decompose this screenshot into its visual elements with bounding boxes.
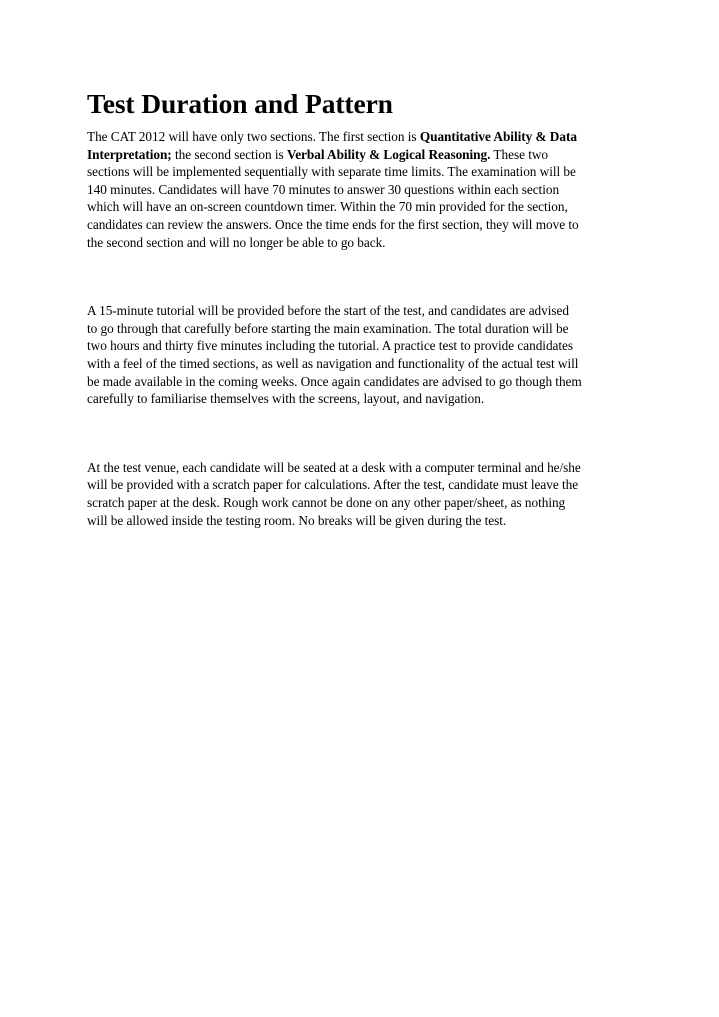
paragraph-venue xyxy=(87,459,635,529)
paragraph-line: which will have an on-screen countdown timer. Within the 70 min provided for the section, xyxy=(87,199,568,215)
section-name-quant-cont: Interpretation; xyxy=(87,146,172,162)
paragraph-line: to go through that carefully before starting the main examination. The total duration will be xyxy=(87,320,569,336)
paragraph-line: 140 minutes. Candidates will have 70 minutes to answer 30 questions within each section xyxy=(87,181,560,197)
paragraph-line: candidates can review the answers. Once the time ends for the first section, they will move to xyxy=(87,216,579,232)
section-name-verbal: Verbal Ability & Logical Reasoning. xyxy=(286,146,491,162)
document-page xyxy=(87,87,635,529)
paragraph-line xyxy=(87,128,635,146)
text-run: The CAT 2012 will have only two sections. The first section is xyxy=(87,129,420,144)
paragraph-tutorial xyxy=(87,302,635,408)
section-name-quant: Quantitative Ability & Data xyxy=(419,129,577,144)
paragraph-line xyxy=(87,146,635,164)
paragraph-line: the second section and will no longer be able to go back. xyxy=(87,234,386,250)
paragraph-line: sections will be implemented sequentially with separate time limits. The examination will be xyxy=(87,164,576,180)
text-run: These two xyxy=(490,146,548,162)
paragraph-line: be made available in the coming weeks. Once again candidates are advised to go though them xyxy=(87,373,582,389)
paragraph-line: A 15-minute tutorial will be provided before the start of the test, and candidates are advised xyxy=(87,303,569,319)
paragraph-line: with a feel of the timed sections, as well as navigation and functionality of the actual test will xyxy=(87,355,579,371)
paragraph-line: scratch paper at the desk. Rough work cannot be done on any other paper/sheet, as nothing xyxy=(87,494,566,510)
paragraph-line: carefully to familiarise themselves with the screens, layout, and navigation. xyxy=(87,391,485,407)
paragraph-line: two hours and thirty five minutes including the tutorial. A practice test to provide candidates xyxy=(87,338,574,354)
paragraph-line: will be allowed inside the testing room. No breaks will be given during the test. xyxy=(87,512,507,528)
paragraph-sections xyxy=(87,128,635,251)
paragraph-line: will be provided with a scratch paper for calculations. After the test, candidate must leave the xyxy=(87,477,579,493)
page-title: Test Duration and Pattern xyxy=(87,88,393,119)
paragraph-line: At the test venue, each candidate will be seated at a desk with a computer terminal and he/she xyxy=(87,459,581,475)
text-run: the second section is xyxy=(171,146,287,162)
